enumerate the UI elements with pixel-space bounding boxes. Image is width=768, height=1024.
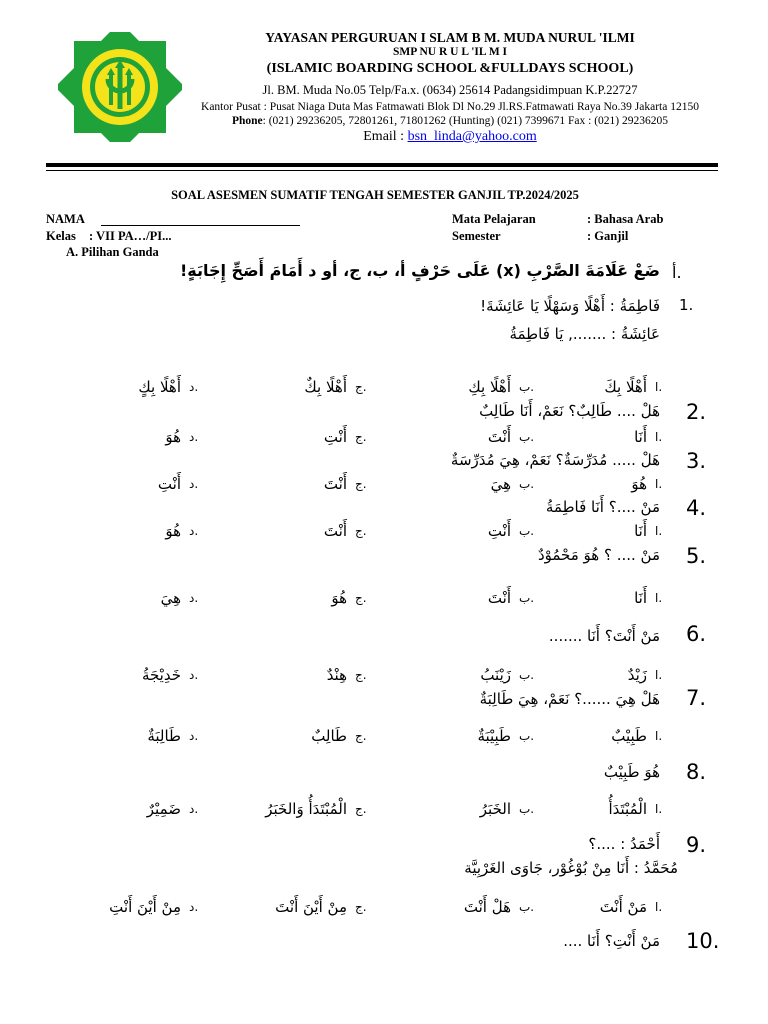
option-text[interactable]: هَلْ أَنْتَ [463, 898, 511, 916]
question-number: 1. [679, 296, 694, 314]
option-text[interactable]: هِيَ [490, 475, 511, 493]
foundation-name: YAYASAN PERGURUAN I SLAM B M. MUDA NURUL 'ILMI [265, 30, 635, 45]
option-text[interactable]: زَيْنَبُ [480, 666, 511, 684]
question-text: فَاطِمَةُ : أَهْلًا وَسَهْلًا يَا عَائِشَةَ! [480, 297, 660, 315]
option-text[interactable]: أَهْلًا بِكِ [468, 378, 511, 396]
question-number: 9. [686, 833, 707, 857]
option-text[interactable]: الْمُبْتَدَأُ وَالخَبَرُ [265, 800, 347, 818]
option-text[interactable]: هُوَ [331, 589, 347, 607]
option-text[interactable]: أَهْلًا بِكٍ [138, 378, 181, 396]
option-label[interactable]: ب. [519, 591, 535, 605]
option-text[interactable]: طَبِيْبٌ [611, 727, 647, 745]
question-number: 5. [686, 544, 707, 568]
option-label[interactable]: ج. [355, 380, 367, 394]
question-text: عَائِشَةُ : ......., يَا فَاطِمَةُ [509, 325, 660, 343]
question-text: مَنْ أَنْتِ؟ أَنَا .... [563, 932, 660, 950]
option-text[interactable]: مِنْ أَيْنَ أَنْتِ [109, 898, 181, 916]
question-number: 7. [686, 686, 707, 710]
option-text[interactable]: هِنْدٌ [326, 666, 347, 684]
phone-line [160, 115, 740, 127]
option-label[interactable]: ا. [655, 802, 663, 816]
subject-value: : Bahasa Arab [587, 212, 664, 226]
question-number: 3. [686, 449, 707, 473]
option-label[interactable]: د. [189, 477, 199, 491]
question-number: 10. [686, 929, 720, 953]
option-text[interactable]: طَالِبَةٌ [147, 727, 181, 745]
option-label[interactable]: ا. [655, 380, 663, 394]
question-text: مَنْ ....؟ أَنَا فَاطِمَةُ [545, 498, 660, 516]
option-label[interactable]: ج. [355, 668, 367, 682]
option-label[interactable]: د. [189, 380, 199, 394]
option-text[interactable]: هُوَ [631, 475, 647, 493]
option-text[interactable]: زَيْدٌ [627, 666, 647, 684]
question-text: أَحْمَدُ : ....؟ [588, 835, 660, 853]
option-label[interactable]: ا. [655, 900, 663, 914]
question-text: مَنْ أَنْتَ؟ أَنَا ....... [548, 627, 660, 645]
option-text[interactable]: أَنْتِ [323, 428, 347, 446]
semester-value: : Ganjil [587, 229, 629, 243]
question-text: هَلْ ..... مُدَرِّسَةٌ؟ نَعَمْ، هِيَ مُدَرِّسَةٌ [450, 451, 660, 469]
instruction-marker: أ. [672, 263, 682, 282]
question-text: هَلْ هِيَ ......؟ نَعَمْ، هِيَ طَالِبَةٌ [479, 690, 660, 708]
instruction-text: ضَعْ عَلَامَةَ الصَّرْبِ (x) عَلَى حَرْفٍ أ، ب، ج، أو د أَمَامَ أَصَحِّ إِجَابَةٍ! [179, 261, 660, 280]
kelas-value: : VII PA…/PI... [89, 229, 172, 243]
email-label: Email : [363, 129, 408, 144]
email-link[interactable]: bsn_linda@yahoo.com [407, 129, 537, 144]
option-text[interactable]: أَنْتِ [487, 522, 511, 540]
option-label[interactable]: ب. [519, 430, 535, 444]
email-line [170, 129, 730, 145]
option-label[interactable]: ا. [655, 430, 663, 444]
option-text[interactable]: أَنْتَ [487, 589, 511, 607]
option-label[interactable]: ب. [519, 900, 535, 914]
option-label[interactable]: د. [189, 900, 199, 914]
exam-title: SOAL ASESMEN SUMATIF TENGAH SEMESTER GANJIL TP.2024/2025 [171, 188, 579, 202]
option-text[interactable]: الخَبَرُ [479, 800, 511, 818]
option-text[interactable]: أَهْلًا بِكٌ [304, 378, 347, 396]
option-label[interactable]: ب. [519, 524, 535, 538]
option-label[interactable]: د. [189, 524, 199, 538]
option-text[interactable]: أَهْلًا بِكَ [604, 378, 647, 396]
school-address: Jl. BM. Muda No.05 Telp/Fa.x. (0634) 25614 Padangsidimpuan K.P.22727 [262, 83, 638, 97]
head-office-address: Kantor Pusat : Pusat Niaga Duta Mas Fatmawati Blok Dl No.29 Jl.RS.Fatmawati Raya No.39 Jakarta 12150 [201, 101, 699, 113]
question-text: هُوَ طَبِيْبٌ [603, 763, 660, 781]
nama-label: NAMA [46, 212, 85, 226]
option-text[interactable]: هِيَ [160, 589, 181, 607]
semester-label: Semester [452, 229, 501, 243]
option-label[interactable]: ج. [355, 591, 367, 605]
option-label[interactable]: ب. [519, 477, 535, 491]
option-text[interactable]: أَنْتَ [487, 428, 511, 446]
option-label[interactable]: ج. [355, 477, 367, 491]
option-text[interactable]: هُوَ [165, 428, 181, 446]
option-label[interactable]: ا. [655, 591, 663, 605]
option-text[interactable]: مِنْ أَيْنَ أَنْتَ [275, 898, 347, 916]
option-label[interactable]: ا. [655, 524, 663, 538]
question-text: مَنْ .... ؟ هُوَ مَحْمُوْدٌ [537, 546, 660, 564]
option-label[interactable]: ج. [355, 802, 367, 816]
question-number: 2. [686, 400, 707, 424]
option-text[interactable]: هُوَ [165, 522, 181, 540]
option-label[interactable]: ج. [355, 524, 367, 538]
question-text: هَلْ .... طَالِبٌ؟ نَعَمْ، أَنَا طَالِبٌ [479, 402, 660, 420]
option-text[interactable]: طَالِبٌ [311, 727, 347, 745]
section-a-heading: A. Pilihan Ganda [66, 245, 159, 259]
option-label[interactable]: د. [189, 591, 199, 605]
school-name: SMP NU R U L 'IL M I [392, 46, 508, 58]
header-divider-thin [46, 170, 718, 171]
option-label[interactable]: ج. [355, 729, 367, 743]
option-text[interactable]: أَنَا [634, 522, 647, 540]
option-text[interactable]: طَبِيْبَةٌ [477, 727, 511, 745]
option-label[interactable]: ا. [655, 729, 663, 743]
header-divider-thick [46, 163, 718, 167]
option-text[interactable]: أَنَا [634, 589, 647, 607]
option-text[interactable]: الْمُبْتَدَأُ [608, 800, 647, 818]
option-text[interactable]: خَدِيْجَةُ [141, 666, 181, 684]
question-number: 8. [686, 760, 707, 784]
option-text[interactable]: أَنَا [634, 428, 647, 446]
option-label[interactable]: ب. [519, 380, 535, 394]
option-label[interactable]: ا. [655, 668, 663, 682]
option-label[interactable]: ب. [519, 729, 535, 743]
option-label[interactable]: ج. [355, 430, 367, 444]
option-text[interactable]: أَنْتَ [323, 522, 347, 540]
option-label[interactable]: د. [189, 430, 199, 444]
option-label[interactable]: د. [189, 729, 199, 743]
option-label[interactable]: ب. [519, 802, 535, 816]
phone-label: Phone [231, 115, 263, 127]
option-text[interactable]: أَنْتَ [323, 475, 347, 493]
option-text[interactable]: مَنْ أَنْتَ [599, 898, 647, 916]
option-label[interactable]: ج. [355, 900, 367, 914]
question-text: مُحَمَّدُ : أَنَا مِنْ بُوْغُوْر، جَاوَى الغَرْبِيَّة [464, 859, 678, 877]
question-number: 6. [686, 622, 707, 646]
option-label[interactable]: د. [189, 802, 199, 816]
option-text[interactable]: ضَمِيْرٌ [146, 800, 181, 818]
question-number: 4. [686, 496, 707, 520]
kelas-label: Kelas [46, 229, 76, 243]
option-label[interactable]: ب. [519, 668, 535, 682]
phone-value: : (021) 29236205, 72801261, 71801262 (Hunting) (021) 7399671 Fax : (021) 29236205 [262, 115, 669, 127]
school-type: (ISLAMIC BOARDING SCHOOL &FULLDAYS SCHOOL) [266, 61, 634, 76]
nama-input-line[interactable] [101, 225, 300, 226]
subject-label: Mata Pelajaran [452, 212, 536, 226]
option-text[interactable]: أَنْتِ [157, 475, 181, 493]
option-label[interactable]: ا. [655, 477, 663, 491]
option-label[interactable]: د. [189, 668, 199, 682]
